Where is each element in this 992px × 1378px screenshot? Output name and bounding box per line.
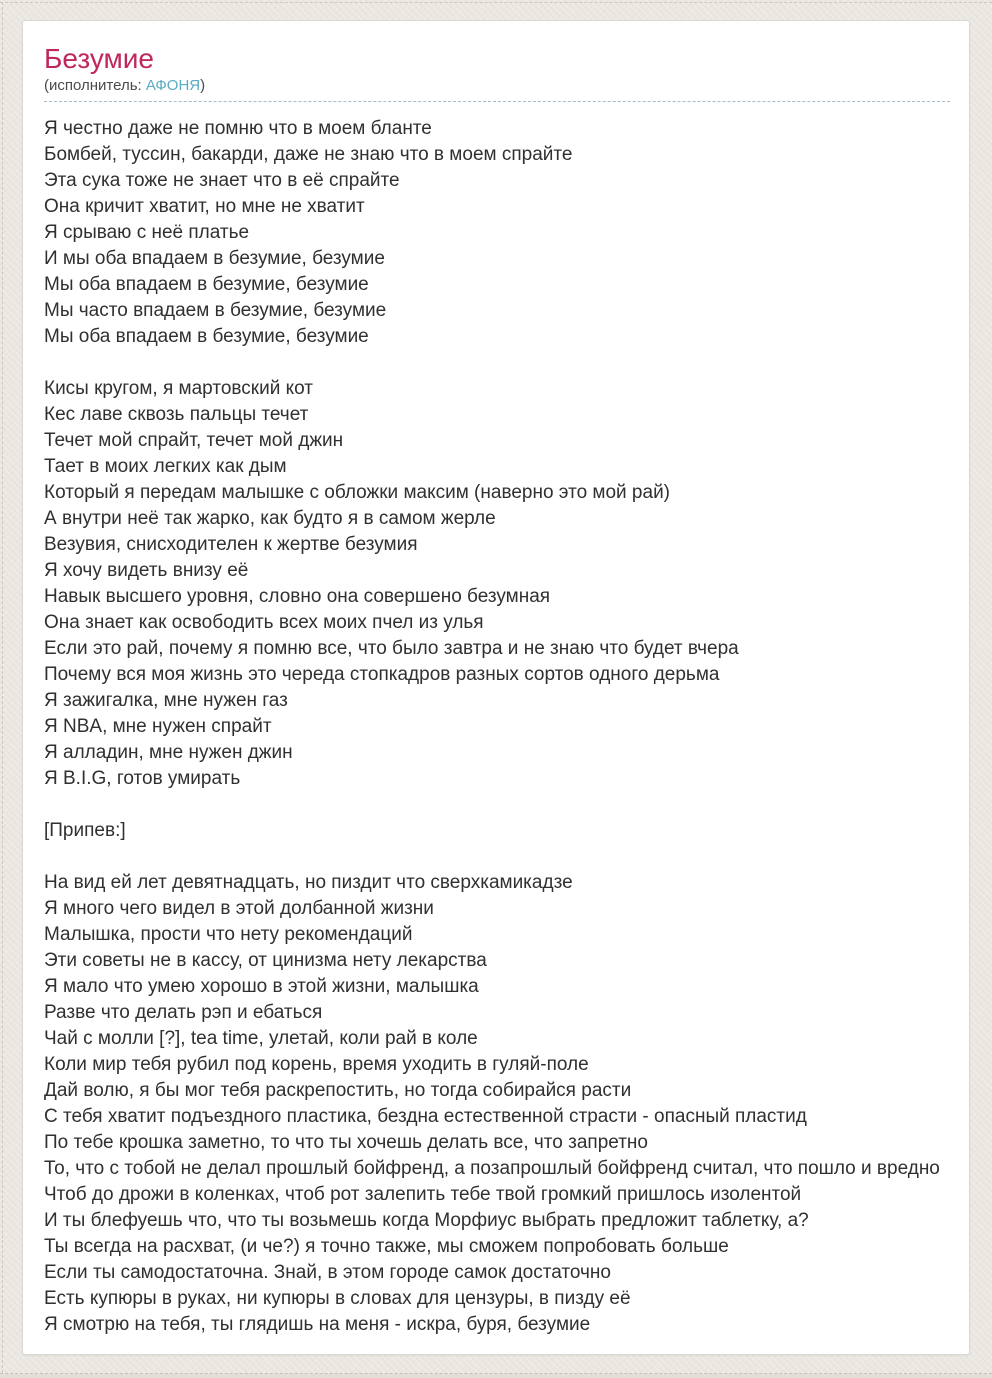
artist-link[interactable]: АФОНЯ: [145, 77, 201, 94]
lyric-line: Мы оба впадаем в безумие, безумие: [44, 274, 369, 295]
page-frame-bottom-strip: [0, 1374, 992, 1378]
dashed-separator: [44, 101, 950, 102]
lyric-line: Кес лаве сквозь пальцы течет: [44, 404, 309, 425]
lyric-line: Везувия, снисходителен к жертве безумия: [44, 534, 418, 555]
lyric-line: Почему вся моя жизнь это череда стопкадров разных сортов одного дерьма: [44, 664, 720, 685]
lyric-line: То, что с тобой не делал прошлый бойфренд, а позапрошлый бойфренд считал, что пошло и вредно: [44, 1158, 940, 1179]
lyric-line: Кисы кругом, я мартовский кот: [44, 378, 313, 399]
lyric-line: Я NBA, мне нужен спрайт: [44, 716, 272, 737]
lyric-line: Я мало что умею хорошо в этой жизни, малышка: [44, 976, 479, 997]
lyrics-verse: [44, 116, 969, 350]
lyric-line: И мы оба впадаем в безумие, безумие: [44, 248, 385, 269]
lyric-line: Есть купюры в руках, ни купюры в словах для цензуры, в пизду её: [44, 1288, 631, 1309]
page-frame-top-dashed-line: [0, 2, 992, 3]
lyrics-card: [22, 20, 970, 1355]
lyrics-verse: [44, 870, 969, 1338]
lyric-line: Я зажигалка, мне нужен газ: [44, 690, 288, 711]
lyric-line: Течет мой спрайт, течет мой джин: [44, 430, 344, 451]
lyric-line: Коли мир тебя рубил под корень, время уходить в гуляй-поле: [44, 1054, 589, 1075]
lyric-line: Она кричит хватит, но мне не хватит: [44, 196, 365, 217]
artist-label-prefix: (исполнитель:: [44, 77, 146, 94]
lyric-line: Тает в моих легких как дым: [44, 456, 287, 477]
lyric-line: Мы часто впадаем в безумие, безумие: [44, 300, 387, 321]
page-frame-left-dashed-line: [2, 2, 3, 1373]
lyric-line: Если это рай, почему я помню все, что было завтра и не знаю что будет вчера: [44, 638, 739, 659]
lyric-line: С тебя хватит подъездного пластика, бездна естественной страсти - опасный пластид: [44, 1106, 807, 1127]
lyric-line: Она знает как освободить всех моих пчел из улья: [44, 612, 484, 633]
lyric-line: Разве что делать рэп и ебаться: [44, 1002, 323, 1023]
lyric-line: Дай волю, я бы мог тебя раскрепостить, но тогда собирайся расти: [44, 1080, 632, 1101]
song-title: Безумие: [44, 43, 155, 74]
lyric-line: Я хочу видеть внизу её: [44, 560, 249, 581]
lyric-line: Эта сука тоже не знает что в её спрайте: [44, 170, 400, 191]
lyric-line: Я B.I.G, готов умирать: [44, 768, 241, 789]
lyrics-verse: [44, 376, 969, 792]
artist-label-suffix: ): [200, 77, 206, 94]
lyric-line: Чтоб до дрожи в коленках, чтоб рот залепить тебе твой громкий пришлось изолентой: [44, 1184, 802, 1205]
lyric-line: По тебе крошка заметно, то что ты хочешь делать все, что запретно: [44, 1132, 648, 1153]
lyric-line: Я срываю с неё платье: [44, 222, 250, 243]
lyric-line: Который я передам малышке с обложки максим (наверно это мой рай): [44, 482, 671, 503]
lyrics-text: [44, 116, 969, 1338]
lyric-line: Я смотрю на тебя, ты глядишь на меня - искра, буря, безумие: [44, 1314, 591, 1335]
lyric-line: Бомбей, туссин, бакарди, даже не знаю что в моем спрайте: [44, 144, 573, 165]
lyric-line: Эти советы не в кассу, от цинизма нету лекарства: [44, 950, 487, 971]
lyric-line: Мы оба впадаем в безумие, безумие: [44, 326, 369, 347]
lyric-line: Ты всегда на расхват, (и че?) я точно также, мы сможем попробовать больше: [44, 1236, 729, 1257]
lyric-line: Я много чего видел в этой долбанной жизни: [44, 898, 434, 919]
lyric-line: Чай с молли [?], tea time, улетай, коли рай в коле: [44, 1028, 478, 1049]
lyric-line: На вид ей лет девятнадцать, но пиздит что сверхкамикадзе: [44, 872, 573, 893]
lyric-line: Малышка, прости что нету рекомендаций: [44, 924, 413, 945]
lyric-line: [Припев:]: [44, 820, 126, 841]
lyric-line: Если ты самодостаточна. Знай, в этом городе самок достаточно: [44, 1262, 611, 1283]
lyric-line: Я алладин, мне нужен джин: [44, 742, 293, 763]
lyric-line: И ты блефуешь что, что ты возьмешь когда Морфиус выбрать предложит таблетку, а?: [44, 1210, 809, 1231]
lyrics-verse: [44, 818, 969, 844]
lyric-line: А внутри неё так жарко, как будто я в самом жерле: [44, 508, 496, 529]
artist-line: [44, 77, 969, 95]
lyric-line: Навык высшего уровня, словно она совершено безумная: [44, 586, 551, 607]
lyric-line: Я честно даже не помню что в моем бланте: [44, 118, 432, 139]
